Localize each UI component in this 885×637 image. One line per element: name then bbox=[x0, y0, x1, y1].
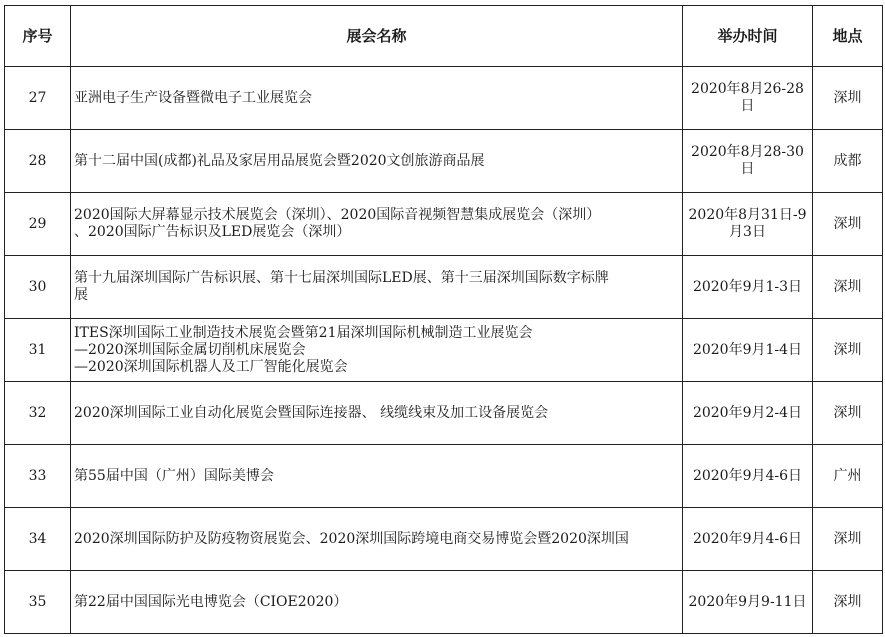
header-name: 展会名称 bbox=[71, 6, 683, 67]
exhibition-date-cell bbox=[683, 193, 813, 256]
exhibition-city-cell: 深圳 bbox=[813, 508, 883, 571]
exhibition-name-cell bbox=[71, 319, 683, 382]
exhibition-table-sheet bbox=[4, 5, 882, 634]
exhibition-city-cell: 深圳 bbox=[813, 571, 883, 634]
row-number-cell: 34 bbox=[5, 508, 71, 571]
table-row bbox=[5, 445, 883, 508]
exhibition-name-cell bbox=[71, 571, 683, 634]
header-date: 举办时间 bbox=[683, 6, 813, 67]
exhibition-city-cell: 深圳 bbox=[813, 67, 883, 130]
exhibition-date-line: 2020年9月1-3日 bbox=[692, 278, 803, 295]
table-row bbox=[5, 382, 883, 445]
exhibition-name-line: —2020深圳国际金属切削机床展览会 bbox=[74, 341, 306, 358]
exhibition-date-line: 2020年9月2-4日 bbox=[692, 404, 803, 421]
row-number-cell: 30 bbox=[5, 256, 71, 319]
exhibition-name-line: 2020深圳国际工业自动化展览会暨国际连接器、 线缆线束及加工设备展览会 bbox=[74, 404, 549, 421]
exhibition-name-cell bbox=[71, 67, 683, 130]
exhibition-city-cell: 成都 bbox=[813, 130, 883, 193]
exhibition-name-line: —2020深圳国际机器人及工厂智能化展览会 bbox=[74, 358, 348, 375]
row-number-cell: 32 bbox=[5, 382, 71, 445]
row-number-cell: 35 bbox=[5, 571, 71, 634]
exhibition-date-cell bbox=[683, 571, 813, 634]
exhibition-date-line: 2020年9月1-4日 bbox=[692, 341, 803, 358]
exhibition-date-line: 2020年8月28-30 bbox=[691, 144, 804, 160]
table-row bbox=[5, 256, 883, 319]
exhibition-date-cell bbox=[683, 319, 813, 382]
exhibition-name-line: 2020国际大屏幕显示技术展览会（深圳）、2020国际音视频智慧集成展览会（深圳） bbox=[74, 207, 601, 223]
exhibition-date-line: 日 bbox=[740, 98, 755, 114]
row-number-cell: 29 bbox=[5, 193, 71, 256]
row-number-cell: 27 bbox=[5, 67, 71, 130]
header-city: 地点 bbox=[813, 6, 883, 67]
exhibition-name-cell bbox=[71, 256, 683, 319]
row-number-cell: 31 bbox=[5, 319, 71, 382]
exhibition-name-line: 2020深圳国际防护及防疫物资展览会、2020深圳国际跨境电商交易博览会暨2020深圳国 bbox=[74, 530, 629, 547]
exhibition-date-cell bbox=[683, 508, 813, 571]
exhibition-name-line: ITES深圳国际工业制造技术展览会暨第21届深圳国际机械制造工业展览会 bbox=[74, 324, 533, 341]
exhibition-city-cell: 深圳 bbox=[813, 319, 883, 382]
exhibition-date-line: 2020年8月31日-9 bbox=[688, 207, 807, 223]
exhibition-name-cell bbox=[71, 193, 683, 256]
exhibition-name-line: 第十二届中国(成都)礼品及家居用品展览会暨2020文创旅游商品展 bbox=[74, 152, 485, 169]
exhibition-name-cell bbox=[71, 445, 683, 508]
exhibition-city-cell: 广州 bbox=[813, 445, 883, 508]
table-row bbox=[5, 319, 883, 382]
table-row bbox=[5, 193, 883, 256]
exhibition-name-cell bbox=[71, 130, 683, 193]
exhibition-name-line: 亚洲电子生产设备暨微电子工业展览会 bbox=[74, 89, 312, 106]
exhibition-name-line: 展 bbox=[74, 287, 88, 303]
table-body bbox=[5, 67, 883, 634]
header-no: 序号 bbox=[5, 6, 71, 67]
exhibition-date-line: 2020年8月26-28 bbox=[691, 81, 804, 97]
table-row bbox=[5, 571, 883, 634]
table-row bbox=[5, 67, 883, 130]
exhibition-name-cell bbox=[71, 508, 683, 571]
exhibition-date-cell bbox=[683, 130, 813, 193]
row-number-cell: 28 bbox=[5, 130, 71, 193]
exhibition-name-cell bbox=[71, 382, 683, 445]
table-row bbox=[5, 508, 883, 571]
exhibition-city-cell: 深圳 bbox=[813, 382, 883, 445]
exhibition-date-line: 日 bbox=[740, 161, 755, 177]
exhibition-date-cell bbox=[683, 445, 813, 508]
exhibition-table bbox=[4, 5, 883, 634]
row-number-cell: 33 bbox=[5, 445, 71, 508]
exhibition-name-line: 第十九届深圳国际广告标识展、第十七届深圳国际LED展、第十三届深圳国际数字标牌 bbox=[74, 270, 609, 286]
exhibition-date-line: 月3日 bbox=[729, 224, 766, 240]
exhibition-date-line: 2020年9月9-11日 bbox=[688, 593, 807, 610]
table-header-row bbox=[5, 6, 883, 67]
exhibition-city-cell: 深圳 bbox=[813, 193, 883, 256]
exhibition-date-line: 2020年9月4-6日 bbox=[692, 467, 803, 484]
exhibition-date-cell bbox=[683, 67, 813, 130]
exhibition-name-line: 、2020国际广告标识及LED展览会（深圳） bbox=[74, 224, 351, 240]
table-row bbox=[5, 130, 883, 193]
exhibition-date-line: 2020年9月4-6日 bbox=[692, 530, 803, 547]
exhibition-name-line: 第22届中国国际光电博览会（CIOE2020） bbox=[74, 593, 348, 610]
exhibition-date-cell bbox=[683, 256, 813, 319]
exhibition-city-cell: 深圳 bbox=[813, 256, 883, 319]
exhibition-name-line: 第55届中国（广州）国际美博会 bbox=[74, 467, 274, 484]
exhibition-date-cell bbox=[683, 382, 813, 445]
